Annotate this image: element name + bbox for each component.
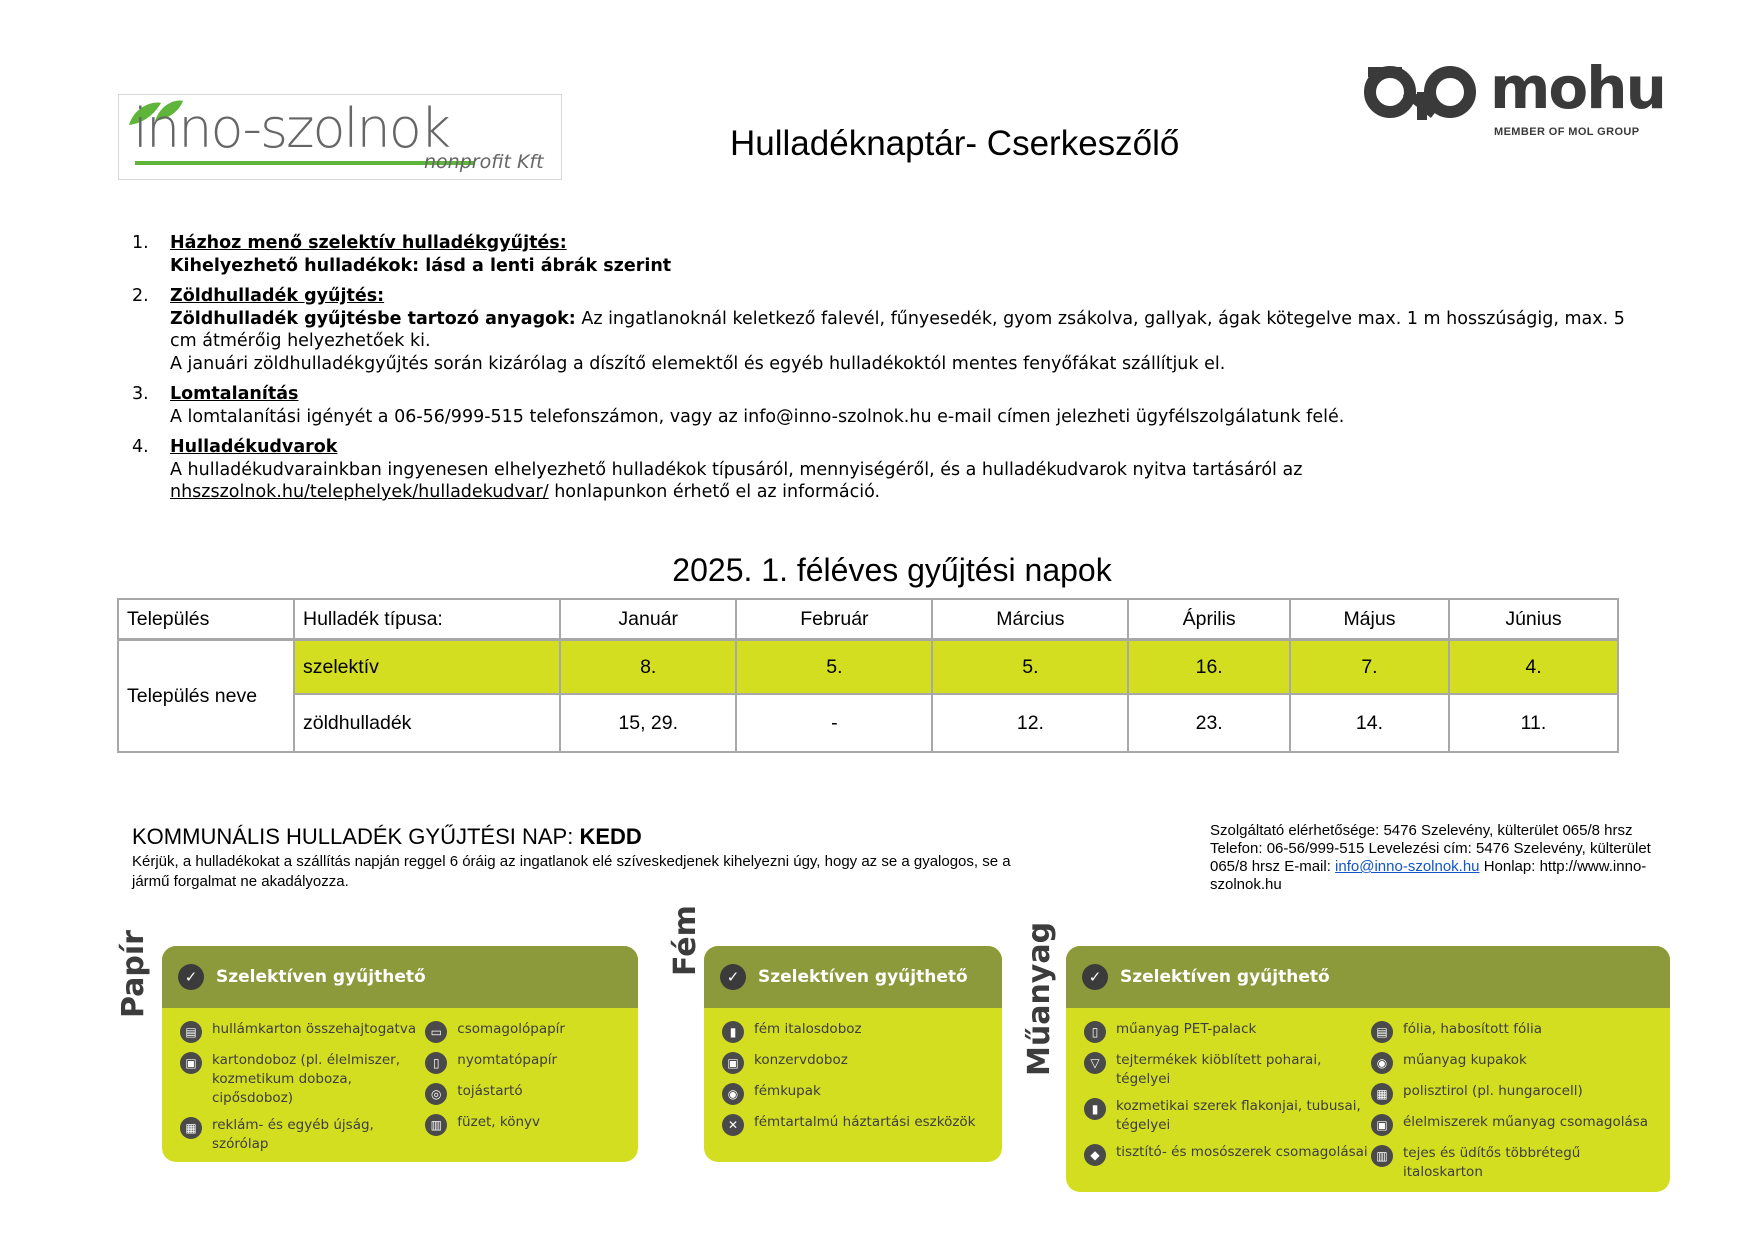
paper-label: Papír — [116, 930, 151, 1018]
panel-header-text: Szelektíven gyűjthető — [1120, 967, 1330, 987]
communal-note: Kérjük, a hulladékokat a szállítás napján reggel 6 óráig az ingatlanok elé szíveskedjenek kihelyezni úgy, hogy az se a gyalogos, se a jármű forgalmat ne akadályozza. — [132, 853, 1011, 890]
date-cell: 5. — [736, 640, 932, 695]
pet-bottle-icon: ▯ — [1084, 1021, 1106, 1043]
cap-icon: ◉ — [722, 1083, 744, 1105]
communal-label: KOMMUNÁLIS HULLADÉK GYŰJTÉSI NAP: — [132, 824, 580, 849]
item-text: fém italosdoboz — [754, 1021, 862, 1037]
date-cell: 23. — [1128, 694, 1290, 752]
cardboard-icon: ▤ — [180, 1021, 202, 1043]
item-text: csomagolópapír — [457, 1021, 565, 1037]
item-text: kartondoboz (pl. élelmiszer, kozmetikum doboza, cipősdoboz) — [212, 1052, 400, 1106]
waste-type-cell: zöldhulladék — [294, 694, 560, 752]
food-package-icon: ▣ — [1371, 1114, 1393, 1136]
list-number: 3. — [132, 384, 149, 404]
schedule-table — [117, 598, 1619, 753]
item-text: tojástartó — [457, 1083, 523, 1099]
cosmetic-bottle-icon: ▮ — [1084, 1098, 1106, 1120]
yogurt-cup-icon: ▽ — [1084, 1052, 1106, 1074]
list-item-bulky — [132, 383, 1652, 428]
list-link-line — [170, 481, 1652, 504]
list-item — [1084, 1143, 1371, 1166]
table-row — [118, 640, 1618, 695]
logo-main-text: inno-szolnok — [133, 97, 450, 160]
list-item — [722, 1051, 990, 1074]
list-bold-lead: Zöldhulladék gyűjtésbe tartozó anyagok: — [170, 308, 576, 329]
list-number: 1. — [132, 233, 149, 253]
date-cell: 15, 29. — [560, 694, 736, 752]
header-month: Március — [932, 599, 1128, 640]
panel-header — [1066, 946, 1670, 1008]
item-text: reklám- és egyéb újság, szórólap — [212, 1117, 374, 1152]
egg-carton-icon: ◎ — [425, 1083, 447, 1105]
list-number: 4. — [132, 437, 149, 457]
list-text-2: A januári zöldhulladékgyűjtés során kizárólag a díszítő elemektől és egyéb hulladékoktól mentes fenyőfákat szállítjuk el. — [170, 353, 1226, 374]
contact-website: Honlap: http://www.inno-szolnok.hu — [1210, 858, 1647, 893]
date-cell: 16. — [1128, 640, 1290, 695]
item-text: hullámkarton összehajtogatva — [212, 1021, 417, 1037]
list-item — [180, 1051, 425, 1108]
list-text: Kihelyezhető hulladékok: lásd a lenti ábrák szerint — [170, 255, 672, 276]
list-item — [1371, 1113, 1658, 1136]
waste-yard-link[interactable]: nhszszolnok.hu/telephelyek/hulladekudvar/ — [170, 482, 549, 502]
panel-header — [704, 946, 1002, 1008]
item-text: műanyag PET-palack — [1116, 1021, 1257, 1037]
list-item — [1084, 1020, 1371, 1043]
schedule-title: 2025. 1. féléves gyűjtési napok — [672, 552, 1112, 588]
list-text: A lomtalanítási igényét a 06-56/999-515 telefonszámon, vagy az info@inno-szolnok.hu e-mail címen jelezheti ügyfélszolgálatunk felé. — [170, 406, 1345, 427]
item-text: nyomtatópapír — [457, 1052, 558, 1068]
item-text: fólia, habosított fólia — [1403, 1021, 1543, 1037]
header-month: Május — [1290, 599, 1449, 640]
list-item — [722, 1113, 990, 1136]
contact-text: Szolgáltató elérhetősége: 5476 Szelevény, külterület 065/8 hrsz Telefon: 06-56/999-515 Levelezési cím: 5476 Szelevény, külterület 065/8 hrsz E-mail: — [1210, 822, 1651, 875]
mohu-tagline: MEMBER OF MOL GROUP — [1494, 126, 1640, 138]
list-item — [1371, 1020, 1658, 1043]
plastic-panel — [1066, 946, 1670, 1192]
book-icon: ▥ — [425, 1114, 447, 1136]
list-text-after-link: honlapunkon érhető el az információ. — [548, 482, 881, 502]
check-icon: ✓ — [1082, 964, 1108, 990]
item-text: füzet, könyv — [457, 1114, 541, 1130]
list-text-body: Az ingatlanoknál keletkező falevél, fűnyesedék, gyom zsákolva, gallyak, ágak kötegelve max. 1 m hosszúságig, max. 5 cm átmérőig helyezhetőek ki. — [170, 308, 1625, 351]
item-text: műanyag kupakok — [1403, 1052, 1527, 1068]
panel-header — [162, 946, 638, 1008]
detergent-icon: ◆ — [1084, 1144, 1106, 1166]
printer-paper-icon: ▯ — [425, 1052, 447, 1074]
list-item — [1371, 1144, 1658, 1182]
beverage-carton-icon: ▥ — [1371, 1145, 1393, 1167]
list-item — [180, 1116, 425, 1154]
communal-waste-line — [132, 824, 642, 850]
panel-header-text: Szelektíven gyűjthető — [216, 967, 426, 987]
list-item-green-waste — [132, 285, 1652, 375]
contact-info — [1210, 822, 1660, 894]
list-item-waste-yards — [132, 436, 1652, 504]
item-text: élelmiszerek műanyag csomagolása — [1403, 1114, 1649, 1130]
tools-icon: ✕ — [722, 1114, 744, 1136]
info-list — [132, 232, 1652, 512]
item-text: tisztító- és mosószerek csomagolásai — [1116, 1144, 1368, 1160]
plastic-label: Műanyag — [1022, 921, 1057, 1076]
polystyrene-icon: ▦ — [1371, 1083, 1393, 1105]
item-text: tejes és üdítős többrétegű italoskarton — [1403, 1145, 1581, 1180]
mohu-logo — [1362, 54, 1665, 142]
paper-panel — [162, 946, 638, 1162]
box-icon: ▣ — [180, 1052, 202, 1074]
header-month: Június — [1449, 599, 1618, 640]
list-item — [722, 1082, 990, 1105]
item-text: fémtartalmú háztartási eszközök — [754, 1114, 976, 1130]
list-number: 2. — [132, 286, 149, 306]
date-cell: 12. — [932, 694, 1128, 752]
panel-header-text: Szelektíven gyűjthető — [758, 967, 968, 987]
item-text: kozmetikai szerek flakonjai, tubusai, tégelyei — [1116, 1098, 1361, 1133]
list-item — [425, 1051, 626, 1074]
date-cell: 14. — [1290, 694, 1449, 752]
metal-label: Fém — [668, 905, 703, 976]
list-heading: Hulladékudvarok — [170, 437, 338, 457]
plastic-cap-icon: ◉ — [1371, 1052, 1393, 1074]
list-heading: Házhoz menő szelektív hulladékgyűjtés: — [170, 233, 567, 253]
list-item — [425, 1113, 626, 1136]
list-item — [722, 1020, 990, 1043]
check-icon: ✓ — [178, 964, 204, 990]
mohu-symbol-icon — [1362, 62, 1482, 132]
item-text: polisztirol (pl. hungarocell) — [1403, 1083, 1583, 1099]
item-text: fémkupak — [754, 1083, 821, 1099]
header-settlement: Település — [118, 599, 294, 640]
list-heading: Zöldhulladék gyűjtés: — [170, 286, 385, 306]
list-text — [170, 308, 1652, 353]
list-item-selective — [132, 232, 1652, 277]
table-header-row — [118, 599, 1618, 640]
settlement-name: Település neve — [118, 640, 294, 753]
list-item — [1084, 1051, 1371, 1089]
tin-can-icon: ▣ — [722, 1052, 744, 1074]
list-heading: Lomtalanítás — [170, 384, 299, 404]
page-title: Hulladéknaptár- Cserkeszőlő — [730, 124, 1180, 163]
list-item — [1084, 1097, 1371, 1135]
header-waste-type: Hulladék típusa: — [294, 599, 560, 640]
list-item — [1371, 1051, 1658, 1074]
foil-icon: ▤ — [1371, 1021, 1393, 1043]
list-text: A hulladékudvarainkban ingyenesen elhelyezhető hulladékok típusáról, mennyiségéről, és a hulladékudvarok nyitva tartásáról az — [170, 459, 1303, 480]
item-text: konzervdoboz — [754, 1052, 848, 1068]
date-cell: 5. — [932, 640, 1128, 695]
logo-sub-text: nonprofit Kft — [424, 151, 544, 173]
contact-email-link[interactable]: info@inno-szolnok.hu — [1335, 858, 1480, 875]
header-month: Január — [560, 599, 736, 640]
newspaper-icon: ▦ — [180, 1117, 202, 1139]
wrapping-paper-icon: ▭ — [425, 1021, 447, 1043]
item-text: tejtermékek kiöblített poharai, tégelyei — [1116, 1052, 1322, 1087]
list-item — [425, 1020, 626, 1043]
header-month: Február — [736, 599, 932, 640]
inno-szolnok-logo — [118, 94, 562, 180]
date-cell: 7. — [1290, 640, 1449, 695]
table-row — [118, 694, 1618, 752]
waste-type-cell: szelektív — [294, 640, 560, 695]
list-item — [1371, 1082, 1658, 1105]
mohu-wordmark: mohu — [1490, 54, 1665, 122]
check-icon: ✓ — [720, 964, 746, 990]
list-item — [180, 1020, 425, 1043]
date-cell: 8. — [560, 640, 736, 695]
can-icon: ▮ — [722, 1021, 744, 1043]
date-cell: - — [736, 694, 932, 752]
date-cell: 4. — [1449, 640, 1618, 695]
communal-day: KEDD — [579, 824, 642, 849]
list-item — [425, 1082, 626, 1105]
date-cell: 11. — [1449, 694, 1618, 752]
metal-panel — [704, 946, 1002, 1162]
header-month: Április — [1128, 599, 1290, 640]
